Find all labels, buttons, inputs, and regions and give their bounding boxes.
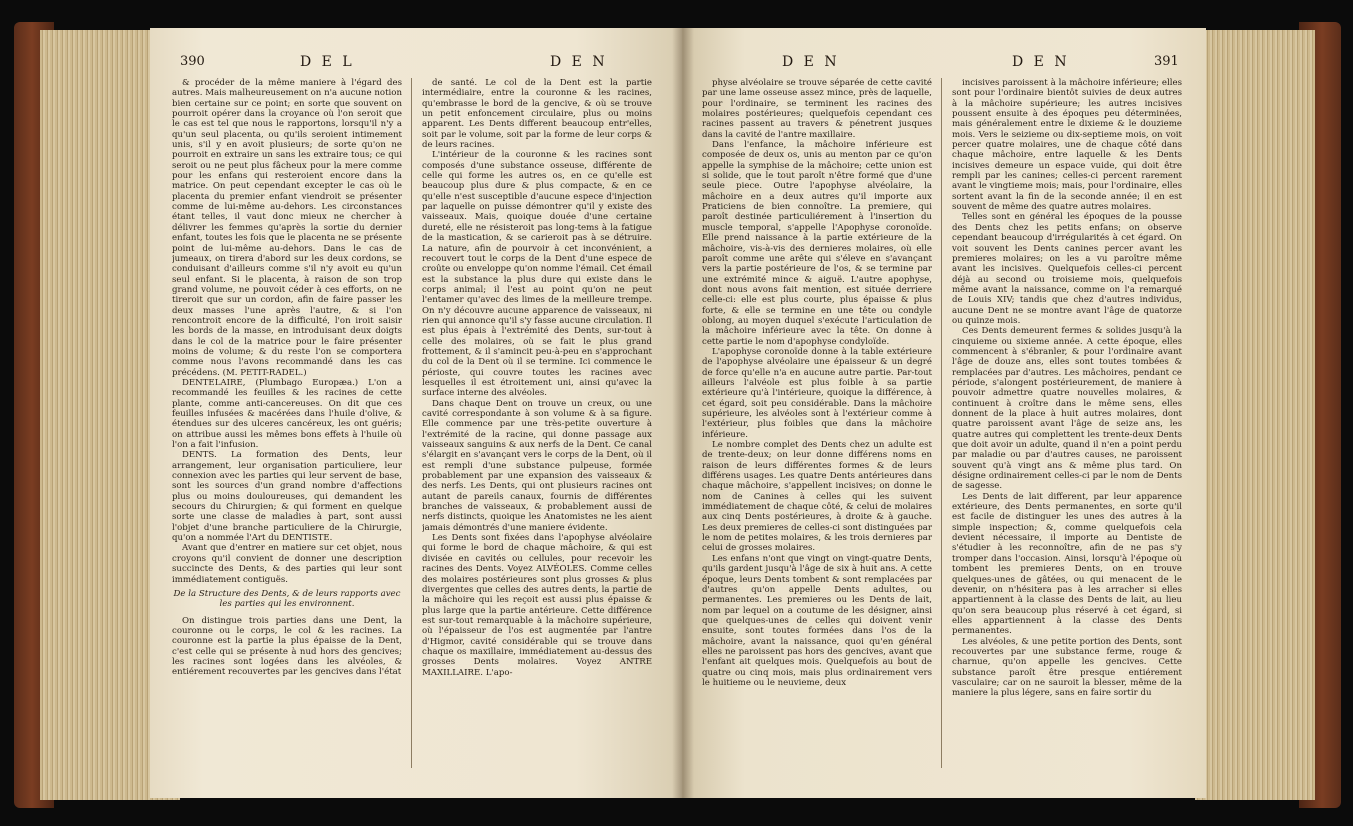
page-number: 390 [180,54,205,69]
paragraph: Dans chaque Dent on trouve un creux, ou une cavité correspondante à son volume & à sa figure. Elle commence par une très-petite ouverture à l'extrémité de la racine, qui donne passage aux vaisseaux sanguins & aux nerfs de la Dent. Ce canal s'élargit en s'avançant vers le corps de la Dent, où il est rempli d'une substance pulpeuse, formée probablement par une expansion des vaisseaux & des nerfs. Les Dents, qui ont plusieurs racines ont autant de pareils canaux, fournis de différentes branches de vaisseaux, & probablement aussi de nerfs distincts, quoique les Anatomistes ne les aient jamais démontrés d'une maniere évidente. [422,398,652,533]
paragraph: On distingue trois parties dans une Dent, la couronne ou le corps, le col & les racines. La couronne est la partie la plus épaisse de la Dent, c'est celle qui se présente à nud hors des gencives; les racines sont logées dans les alvéoles, & entiérement recouvertes par les gencives dans l'état [172,615,402,678]
section-heading: De la Structure des Dents, & de leurs rapports avec les parties qui les environnent. [173,588,401,610]
paragraph: Dans l'enfance, la mâchoire inférieure est composée de deux os, unis au menton par ce qu'on appelle la symphise de la mâchoire; cette union est si solide, que le tout paroît n'être formé que d'une seule piece. Outre l'apophyse alvéolaire, la mâchoire en a deux autres qu'il importe aux Praticiens de bien connoître. La premiere, qui paroît destinée particuliérement à l'insertion du muscle temporal, s'appelle l'Apophyse coronoïde. Elle prend naissance à la partie extérieure de la mâchoire, vis-à-vis des dernieres molaires, où elle paroît comme une arête qui s'éleve en s'avançant vers la partie postérieure de l'os, & se termine par une extrémité mince & aiguë. L'autre apophyse, dont nous avons fait mention, est située derriere celle-ci: elle est plus courte, plus épaisse & plus forte, & elle se termine en une tête ou condyle oblong, au moyen duquel s'exécute l'articulation de la mâchoire inférieure avec la tête. On donne à cette partie le nom d'apophyse condyloïde. [702,140,932,347]
page-edges-right [1195,30,1315,800]
paragraph: Les Dents sont fixées dans l'apophyse alvéolaire qui forme le bord de chaque mâchoire, & qui est divisée en cavités ou cellules, pour recevoir les racines des Dents. Voyez ALVÉOLES. Comme celles des molaires postérieures sont plus grosses & plus divergentes que celles des autres dents, la partie de la mâchoire qui les reçoit est aussi plus épaisse & plus large que la partie antérieure. Cette différence est sur-tout remarquable à la mâchoire supérieure, où l'épaisseur de l'os est augmentée par l'antre d'Higmor, cavité considérable qui se trouve dans chaque os maxillaire, immédiatement au-dessus des grosses Dents molaires. Voyez ANTRE MAXILLAIRE. L'apo- [422,533,652,678]
running-head-secondary: D E N [782,54,840,70]
paragraph: Les Dents de lait different, par leur apparence extérieure, des Dents permanentes, en sorte qu'il est facile de distinguer les unes des autres à la simple inspection; &, comme quelquefois cela devient nécessaire, il importe au Dentiste de s'étudier à les reconnoître, afin de ne pas s'y tromper dans l'occasion. Ainsi, lorsqu'à l'époque où tombent les premieres Dents, on en trouve quelques-unes de gâtées, ou qui menacent de le devenir, on n'hésitera pas à les arracher si elles appartiennent à la classe des Dents de lait, au lieu qu'on sera beaucoup plus réservé à cet égard, si elles appartiennent à la classe des Dents permanentes. [952,491,1182,637]
paragraph: physe alvéolaire se trouve séparée de cette cavité par une lame osseuse assez mince, près de laquelle, pour l'ordinaire, se terminent les racines des molaires postérieures; quelquefois cependant ces racines passent au travers & pénetrent jusques dans la cavité de l'antre maxillaire. [702,78,932,140]
paragraph: Ces Dents demeurent fermes & solides jusqu'à la cinquieme ou sixieme année. A cette époque, elles commencent à s'ébranler, & pour l'ordinaire avant l'âge de douze ans, elles sont toutes tombées & remplacées par d'autres. Les mâchoires, pendant ce période, s'alongent postérieurement, de maniere à pouvoir admettre quatre nouvelles molaires, & continuent à croître dans le même sens, elles donnent de la place à huit autres molaires, dont quatre paroissent avant l'âge de seize ans, les quatre autres qui complettent les trente-deux Dents que doit avoir un adulte, quand il n'en a point perdu par maladie ou par d'autres causes, ne paroissent souvent qu'à vingt ans & même plus tard. On désigne ordinairement celles-ci par le nom de Dents de sagesse. [952,326,1182,492]
paragraph: L'intérieur de la couronne & les racines sont composés d'une substance osseuse, différente de celle qui forme les autres os, en ce qu'elle est beaucoup plus dure & plus compacte, & en ce qu'elle n'est susceptible d'aucune espece d'injection par laquelle on puisse démontrer qu'il y existe des vaisseaux. Mais, quoique douée d'une certaine dureté, elle ne résisteroit pas long-tems à la fatigue de la mastication, & se carieroit pas à se détruire. La nature, afin de pourvoir à cet inconvénient, a recouvert tout le corps de la Dent d'une espece de croûte ou enveloppe qu'on nomme l'émail. Cet émail est la substance la plus dure qui existe dans le corps animal; il l'est au point qu'on ne peut l'entamer qu'avec des limes de la meilleure trempe. On n'y découvre aucune apparence de vaisseaux, ni rien qui annonce qu'il s'y fasse aucune circulation. Il est plus épais à l'extrémité des Dents, sur-tout à celle des molaires, où se fait le plus grand frottement, & il s'amincit peu-à-peu en s'approchant du col de la Dent où il se termine. Ici commence le périoste, qui couvre toutes les racines avec lesquelles il est étroitement uni, ainsi qu'avec la surface interne des alvéoles. [422,150,652,399]
paragraph: Le nombre complet des Dents chez un adulte est de trente-deux; on leur donne différens noms en raison de leurs différentes formes & de leurs différens usages. Les quatre Dents antérieures dans chaque mâchoire, s'appellent incisives; on donne le nom de Canines à celles qui les suivent immédiatement de chaque côté, & celui de molaires aux cinq Dents postérieures, à droite & à gauche. Les deux premieres de celles-ci sont distinguées par le nom de petites molaires, & les trois dernieres par celui de grosses molaires. [702,440,932,554]
paragraph: incisives paroissent à la mâchoire inférieure; elles sont pour l'ordinaire bientôt suivies de deux autres à la mâchoire supérieure; les autres incisives poussent ensuite à des époques peu déterminées, mais généralement entre le dixieme & le douzieme mois. Vers le seizieme ou dix-septieme mois, on voit percer quatre molaires, une de chaque côté dans chaque mâchoire, entre laquelle & les Dents incisives demeure un espace vuide, qui doit être rempli par les canines; celles-ci percent rarement avant le vingtieme mois; mais, pour l'ordinaire, elles sortent avant la fin de la seconde année; il en est souvent de même des quatre autres molaires. [952,78,1182,213]
text-column-1 [172,78,402,778]
paragraph: DENTELAIRE, (Plumbago Europæa.) L'on a recommandé les feuilles & les racines de cette plante, comme anti-cancereuses. On dit que ces feuilles infusées & macérées dans l'huile d'olive, & étendues sur des ulceres cancéreux, les ont guéris; on attribue aussi les mêmes bons effets à l'huile où l'on a fait l'infusion. [172,377,402,451]
paragraph: de santé. Le col de la Dent est la partie intermédiaire, entre la couronne & les racines, qu'embrasse le bord de la gencive, & où se trouve un petit enfoncement circulaire, plus ou moins apparent. Les Dents different beaucoup entr'elles, soit par le volume, soit par la forme de leur corps & de leurs racines. [422,78,652,151]
text-column-1 [702,78,932,778]
page-number: 391 [1154,54,1179,69]
book-gutter [672,28,694,798]
paragraph: Les enfans n'ont que vingt on vingt-quatre Dents, qu'ils gardent jusqu'à l'âge de six à huit ans. A cette époque, leurs Dents tombent & sont remplacées par d'autres qu'on appelle Dents adultes, ou permanentes. Les premieres ou les Dents de lait, nom par lequel on a coutume de les désigner, ainsi que quelques-unes de celles qui doivent venir ensuite, sont toutes formées dans l'os de la mâchoire, avant la naissance, quoi qu'en général elles ne paroissent pas hors des gencives, avant que l'enfant ait quelques mois. Quelquefois au bout de quatre ou cinq mois, mais plus ordinairement vers le huitieme ou le neuvieme, deux [702,553,932,688]
paragraph: Les alvéoles, & une petite portion des Dents, sont recouvertes par une substance ferme, rouge & charnue, qu'on appelle les gencives. Cette substance paroît être presque entiérement vasculaire; car on ne sauroit la blesser, même de la maniere la plus légere, sans en faire sortir du [952,636,1182,699]
running-head-secondary: D E N [550,54,608,70]
running-head: D E N [1012,54,1070,70]
column-rule [941,78,942,768]
paragraph: DENTS. La formation des Dents, leur arrangement, leur organisation particuliere, leur connexion avec les parties qui leur servent de base, sont les sources d'un grand nombre d'affections plus ou moins douloureuses, qui demandent les secours du Chirurgien; & qui forment en quelque sorte une classe de maladies à part, sont aussi l'objet d'une branche particuliere de la Chirurgie, qu'on a nommée l'Art du DENTISTE. [172,450,402,544]
paragraph: L'apophyse coronoïde donne à la table extérieure de l'apophyse alvéolaire une épaisseur & un degré de force qu'elle n'a en aucune autre partie. Par-tout ailleurs l'alvéole est plus foible à sa partie extérieure qu'à l'intérieure, quoique la différence, à cet égard, soit peu considérable. Dans la mâchoire supérieure, les alvéoles sont à l'extérieur comme à l'extérieur, plus foibles que dans la mâchoire inférieure. [702,346,932,440]
column-rule [411,78,412,768]
paragraph: Telles sont en général les époques de la pousse des Dents chez les petits enfans; on observe cependant beaucoup d'irrégularités à cet égard. On voit souvent les Dents canines percer avant les premieres molaires; on les a vu paroître même avant les incisives. Quelquefois celles-ci percent déjà au second ou troisieme mois, quelquefois même avant la naissance, comme on l'a remarqué de Louis XIV; tandis que chez d'autres individus, aucune Dent ne se montre avant l'âge de quatorze ou quinze mois. [952,212,1182,326]
left-page [150,28,682,798]
text-column-2 [422,78,652,778]
paragraph: & procéder de la même maniere à l'égard des autres. Mais malheureusement on n'a aucune notion bien certaine sur ce point; en sorte que souvent on pourroit opérer dans la croyance où l'on seroit que le cas est tel que nous le rapportons, lorsqu'il n'y a qu'un seul placenta, ou qu'ils seroient intimement unis, s'il y en avoit plusieurs; de sorte qu'on ne pourroit en extraire un sans les extraire tous; ce qui seroit ou ne peut plus fâcheux pour la mere comme pour les enfans qui resteroient encore dans la matrice. On peut cependant excepter le cas où le placenta du premier enfant viendroit se présenter comme de lui-même au-dehors. Les circonstances étant telles, il vaut donc mieux ne chercher à délivrer les femmes qu'après la sortie du dernier enfant, toutes les fois que le placenta ne se présente point de lui-même au-dehors. Dans le cas de jumeaux, on tirera d'abord sur les deux cordons, se conduisant d'ailleurs comme s'il n'y avoit eu qu'un seul enfant. Si le placenta, à raison de son trop grand volume, ne pouvoit céder à ces efforts, on ne tireroit que sur un cordon, afin de faire passer les deux masses l'une après l'autre, & si l'on rencontroit encore de la difficulté, l'on iroit saisir les bords de la masse, en introduisant deux doigts dans le col de la matrice pour le faire présenter moins de volume; & du reste l'on se comportera comme nous l'avons recommandé dans les cas précédens. (M. PETIT-RADEL.) [172,78,402,378]
running-head: D E L [300,54,355,70]
text-column-2 [952,78,1182,778]
paragraph: Avant que d'entrer en matiere sur cet objet, nous croyons qu'il convient de donner une description succincte des Dents, & des parties qui leur sont immédiatement contiguës. [172,543,402,585]
right-page [682,28,1206,798]
